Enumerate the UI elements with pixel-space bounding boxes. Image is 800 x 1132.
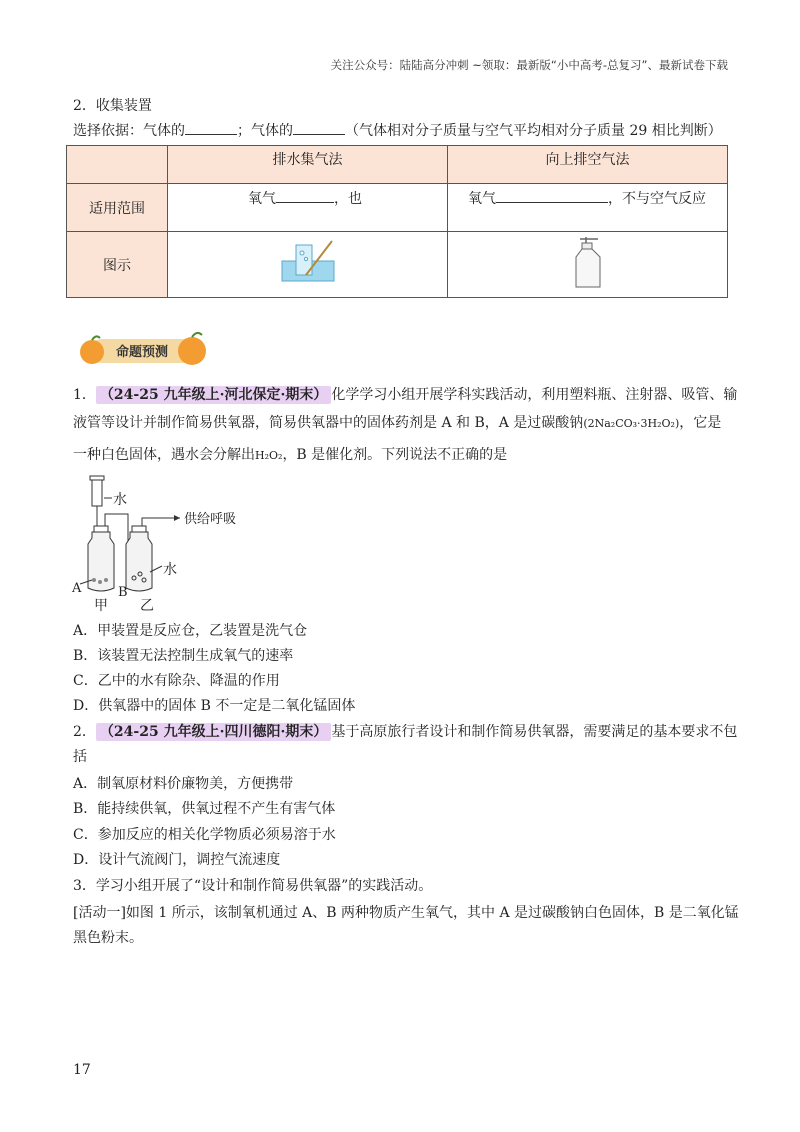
q3-line3: 黑色粉末。 bbox=[73, 930, 143, 946]
question-text: ，它是 bbox=[679, 415, 722, 431]
oxygen-supplier-figure bbox=[70, 474, 260, 614]
selection-basis bbox=[73, 121, 722, 140]
water-trough-figure bbox=[276, 239, 340, 287]
scope-text: ，不与空气反应 bbox=[608, 191, 706, 207]
q3-line1: 3．学习小组开展了“设计和制作简易供氧器”的实践活动。 bbox=[73, 878, 433, 894]
q1-line3 bbox=[73, 446, 507, 465]
chemical-formula: H₂O₂ bbox=[255, 449, 283, 462]
option-a[interactable]: A．甲装置是反应仓，乙装置是洗气仓 bbox=[73, 623, 308, 639]
question-text: ，B 是催化剂。下列说法不正确的是 bbox=[282, 447, 508, 463]
option-d[interactable]: D．供氧器中的固体 B 不一定是二氧化锰固体 bbox=[73, 698, 356, 714]
question-source-tag: （24-25 九年级上·四川德阳·期末） bbox=[96, 723, 331, 741]
option-c[interactable]: C．乙中的水有除杂、降温的作用 bbox=[73, 673, 280, 689]
label-yi: 乙 bbox=[140, 598, 154, 614]
option-a[interactable]: A．制氧原材料价廉物美，方便携带 bbox=[73, 776, 294, 792]
section-title: 2．收集装置 bbox=[73, 98, 152, 114]
badge-label: 命题预测 bbox=[115, 345, 169, 360]
water-method-diagram bbox=[168, 232, 448, 298]
question-text: 基于高原旅行者设计和制作简易供氧器，需要满足的基本要求不包 bbox=[331, 724, 738, 740]
q3-line2: [活动一]如图 1 所示，该制氧机通过 A、B 两种物质产生氧气，其中 A 是过碳酸钠白色固体，B 是二氧化锰 bbox=[73, 905, 739, 921]
label-b: B bbox=[118, 585, 128, 600]
scope-air bbox=[448, 184, 728, 232]
scope-text: ，也 bbox=[334, 191, 362, 207]
gas-bottle-figure bbox=[566, 235, 610, 291]
option-b[interactable]: B．该装置无法控制生成氧气的速率 bbox=[73, 648, 294, 664]
table-corner bbox=[67, 146, 168, 184]
answer-blank[interactable] bbox=[276, 189, 334, 203]
q2-line2: 括 bbox=[73, 749, 87, 765]
question-text: 一种白色固体，遇水会分解出 bbox=[73, 447, 255, 463]
answer-blank[interactable] bbox=[293, 121, 345, 135]
label-water: 水 bbox=[163, 562, 177, 578]
scope-text: 氧气 bbox=[468, 191, 496, 207]
question-number: 1． bbox=[73, 387, 96, 403]
question-source-tag: （24-25 九年级上·河北保定·期末） bbox=[96, 386, 331, 404]
answer-blank[interactable] bbox=[496, 189, 608, 203]
option-d[interactable]: D．设计气流阀门，调控气流速度 bbox=[73, 852, 281, 868]
page-number: 17 bbox=[73, 1062, 91, 1078]
section-badge bbox=[76, 330, 208, 370]
scope-text: 氧气 bbox=[248, 191, 276, 207]
option-b[interactable]: B．能持续供氧，供氧过程不产生有害气体 bbox=[73, 801, 336, 817]
label-supply: 供给呼吸 bbox=[184, 512, 237, 527]
basis-note: （气体相对分子质量与空气平均相对分子质量 29 相比判断） bbox=[345, 123, 722, 139]
label-jia: 甲 bbox=[94, 598, 108, 614]
option-c[interactable]: C．参加反应的相关化学物质必须易溶于水 bbox=[73, 827, 336, 843]
q1-line2 bbox=[73, 414, 721, 433]
question-number: 2． bbox=[73, 724, 96, 740]
question-text: 液管等设计并制作简易供氧器，简易供氧器中的固体药剂是 A 和 B，A 是过碳酸钠 bbox=[73, 415, 584, 431]
scope-water bbox=[168, 184, 448, 232]
page-header: 关注公众号：陆陆高分冲刺 ~领取：最新版“小中高考-总复习”、最新试卷下载 bbox=[330, 58, 728, 72]
air-method-diagram bbox=[448, 232, 728, 298]
col-header-air: 向上排空气法 bbox=[448, 146, 728, 184]
label-water: 水 bbox=[113, 492, 127, 508]
basis-sep: ；气体的 bbox=[237, 123, 293, 139]
col-header-water: 排水集气法 bbox=[168, 146, 448, 184]
q1-line1 bbox=[73, 386, 737, 404]
answer-blank[interactable] bbox=[185, 121, 237, 135]
collection-table bbox=[66, 145, 728, 298]
basis-prefix: 选择依据：气体的 bbox=[73, 123, 185, 139]
q2-line1 bbox=[73, 723, 737, 741]
label-a: A bbox=[72, 581, 82, 596]
row-label-scope: 适用范围 bbox=[67, 184, 168, 232]
row-label-diagram: 图示 bbox=[67, 232, 168, 298]
chemical-formula: (2Na₂CO₃·3H₂O₂) bbox=[583, 417, 680, 430]
question-text: 化学学习小组开展学科实践活动，利用塑料瓶、注射器、吸管、输 bbox=[331, 387, 738, 403]
